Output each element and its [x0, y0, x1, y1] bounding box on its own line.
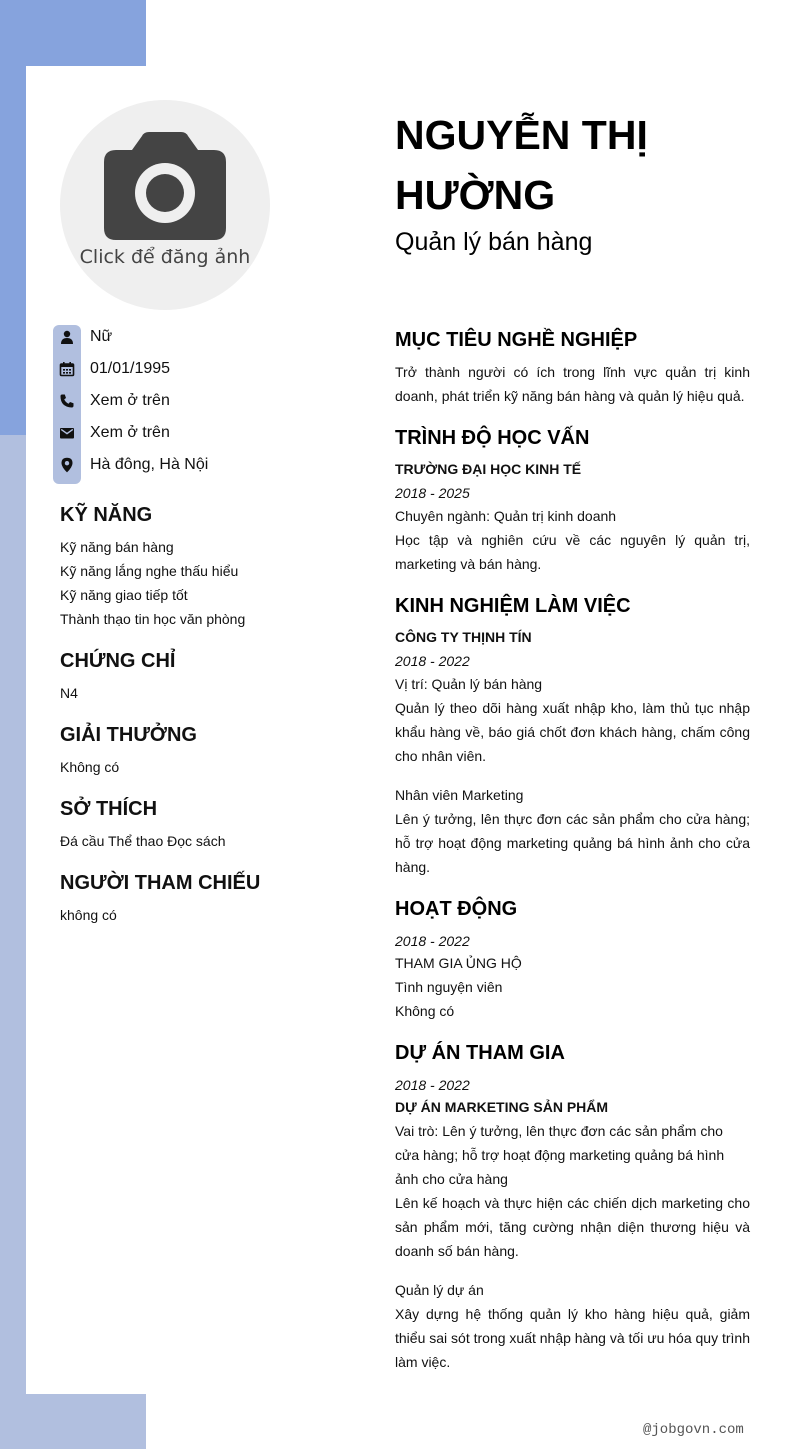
watermark: @jobgovn.com: [643, 1422, 744, 1438]
projects-description-2: Xây dựng hệ thống quản lý kho hàng hiệu quả, giảm thiểu sai sót trong xuất nhập hàng và tối ưu hóa quy trình làm việc.: [395, 1306, 750, 1370]
skill-item: Kỹ năng giao tiếp tốt: [60, 587, 188, 603]
person-icon: [59, 329, 75, 345]
skill-item: Kỹ năng lắng nghe thấu hiểu: [60, 563, 239, 579]
objective-heading: MỤC TIÊU NGHỀ NGHIỆP: [395, 329, 638, 351]
contact-email: Xem ở trên: [90, 424, 170, 441]
hobbies-value: Đá cầu Thể thao Đọc sách: [60, 833, 226, 849]
references-heading: NGƯỜI THAM CHIẾU: [60, 872, 261, 894]
education-heading: TRÌNH ĐỘ HỌC VẤN: [395, 427, 590, 449]
experience-heading: KINH NGHIỆM LÀM VIỆC: [395, 595, 631, 617]
activities-period: 2018 - 2022: [395, 933, 470, 949]
projects-role-2: Quản lý dự án: [395, 1282, 484, 1298]
photo-upload-label: Click để đăng ảnh: [79, 246, 251, 268]
experience-description-2: Lên ý tưởng, lên thực đơn các sản phẩm cho cửa hàng; hỗ trợ hoạt động marketing quảng bá hình ảnh cho cửa hàng.: [395, 811, 750, 875]
activities-description: Không có: [395, 1003, 455, 1019]
contact-gender: Nữ: [90, 328, 113, 345]
projects-period: 2018 - 2022: [395, 1077, 470, 1093]
awards-heading: GIẢI THƯỞNG: [60, 724, 197, 746]
experience-period: 2018 - 2022: [395, 653, 470, 669]
job-title: Quản lý bán hàng: [395, 228, 593, 256]
experience-description: Quản lý theo dõi hàng xuất nhập kho, làm thủ tục nhập khẩu hàng về, báo giá chốt đơn khách hàng, chấm công cho nhân viên.: [395, 700, 750, 764]
hobbies-heading: SỞ THÍCH: [60, 798, 158, 820]
contact-phone: Xem ở trên: [90, 392, 170, 409]
experience-position: Vị trí: Quản lý bán hàng: [395, 676, 543, 692]
experience-role-2: Nhân viên Marketing: [395, 787, 524, 803]
camera-icon: [102, 130, 228, 240]
projects-heading: DỰ ÁN THAM GIA: [395, 1042, 565, 1064]
candidate-name: [395, 105, 755, 225]
references-value: không có: [60, 907, 117, 923]
education-period: 2018 - 2025: [395, 485, 470, 501]
skill-item: Thành thạo tin học văn phòng: [60, 611, 246, 627]
phone-icon: [59, 393, 75, 409]
name-line-1: NGUYỄN THỊ: [395, 112, 648, 158]
activities-heading: HOẠT ĐỘNG: [395, 898, 518, 920]
projects-role: Vai trò: Lên ý tưởng, lên thực đơn các sản phẩm cho cửa hàng; hỗ trợ hoạt động marketing quảng bá hình ảnh cho cửa hàng: [395, 1123, 725, 1187]
certificate-value: N4: [60, 685, 78, 701]
awards-value: Không có: [60, 759, 120, 775]
objective-text: Trở thành người có ích trong lĩnh vực quản trị kinh doanh, phát triển kỹ năng bán hàng và quản lý hiệu quả.: [395, 364, 750, 404]
contact-birthday: 01/01/1995: [90, 360, 171, 377]
activities-name: THAM GIA ỦNG HỘ: [395, 955, 522, 971]
experience-company: CÔNG TY THỊNH TÍN: [395, 629, 532, 645]
calendar-icon: [59, 361, 75, 377]
certificates-heading: CHỨNG CHỈ: [60, 650, 176, 672]
name-line-2: HƯỜNG: [395, 172, 556, 218]
photo-upload[interactable]: [60, 100, 270, 310]
education-description: Học tập và nghiên cứu về các nguyên lý quản trị, marketing và bán hàng.: [395, 532, 750, 572]
skill-item: Kỹ năng bán hàng: [60, 539, 174, 555]
education-school: TRƯỜNG ĐẠI HỌC KINH TẾ: [395, 461, 582, 477]
mail-icon: [59, 425, 75, 441]
activities-role: Tình nguyện viên: [395, 979, 503, 995]
contact-address: Hà đông, Hà Nội: [90, 456, 209, 473]
projects-description: Lên kế hoạch và thực hiện các chiến dịch marketing cho sản phẩm mới, tăng cường nhận diện thương hiệu và doanh số bán hàng.: [395, 1195, 750, 1259]
location-icon: [59, 457, 75, 473]
projects-name: DỰ ÁN MARKETING SẢN PHẨM: [395, 1099, 609, 1115]
skills-heading: KỸ NĂNG: [60, 504, 153, 526]
education-major: Chuyên ngành: Quản trị kinh doanh: [395, 508, 617, 524]
